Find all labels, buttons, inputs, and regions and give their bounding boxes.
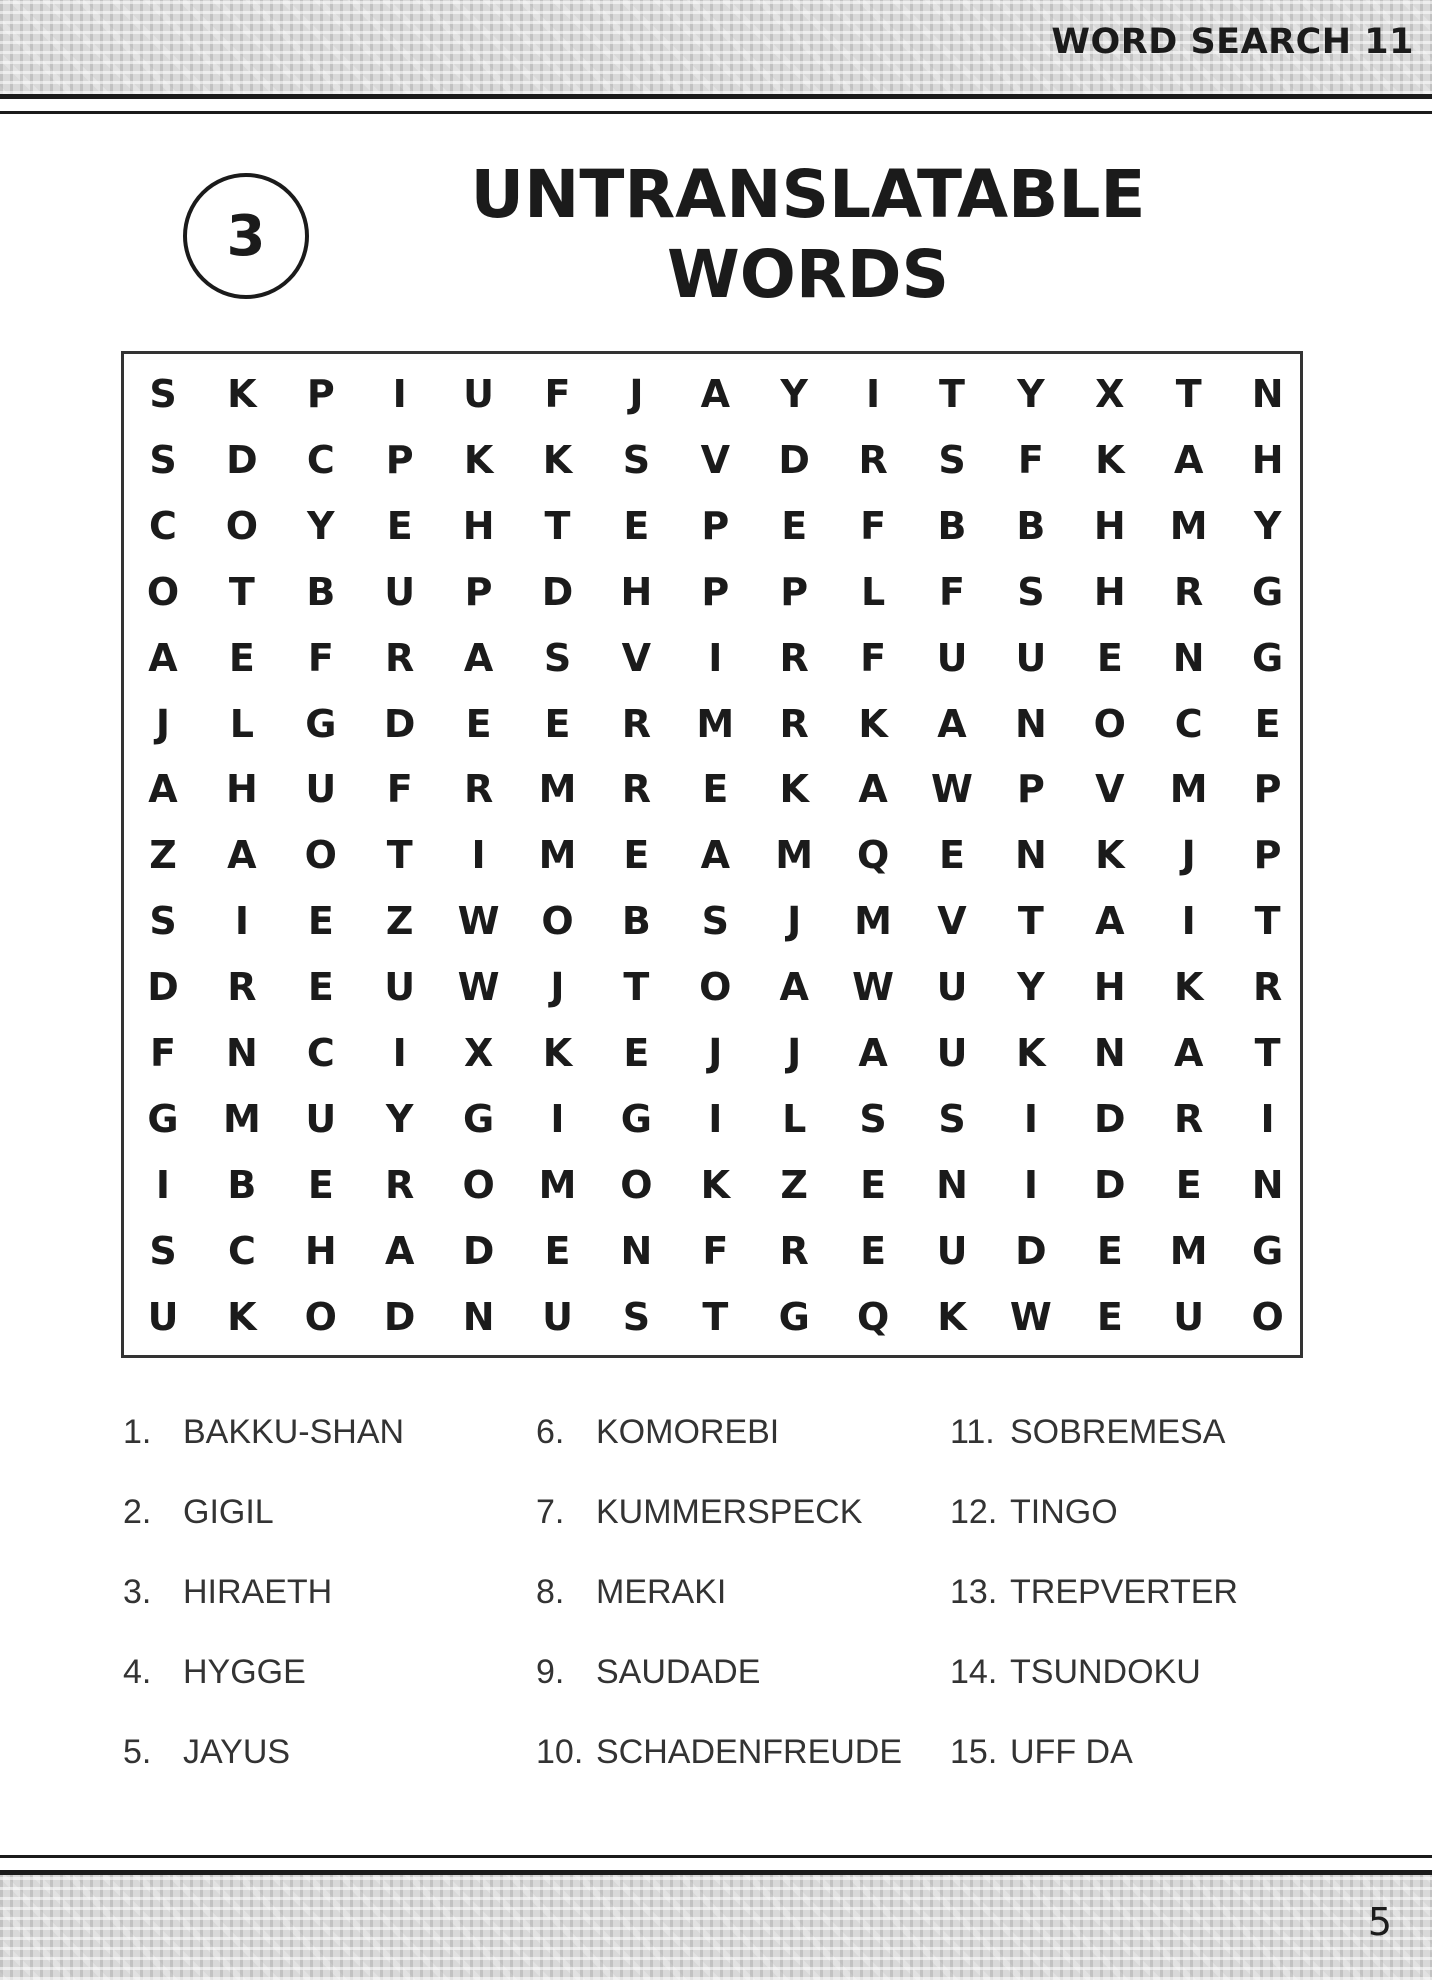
- grid-letter[interactable]: O: [462, 1162, 495, 1207]
- grid-letter[interactable]: A: [858, 767, 888, 812]
- word-list-item: [123, 1653, 306, 1692]
- grid-letter[interactable]: X: [463, 1031, 494, 1075]
- word-text: SOBREMESA: [1010, 1413, 1226, 1451]
- grid-letter[interactable]: S: [859, 1096, 887, 1141]
- grid-letter[interactable]: D: [383, 1294, 416, 1339]
- grid-letter[interactable]: H: [304, 1228, 337, 1273]
- word-text: BAKKU-SHAN: [183, 1413, 405, 1451]
- grid-letter[interactable]: W: [931, 767, 973, 812]
- page-number: 5: [1367, 1900, 1392, 1944]
- grid-letter[interactable]: E: [623, 833, 650, 878]
- grid-letter[interactable]: F: [702, 1228, 729, 1273]
- grid-letter[interactable]: E: [228, 635, 255, 680]
- word-list-item: [950, 1733, 1133, 1772]
- grid-letter[interactable]: S: [149, 1228, 177, 1273]
- grid-letter[interactable]: U: [305, 767, 337, 812]
- grid-letter[interactable]: F: [1017, 437, 1044, 482]
- grid-letter[interactable]: L: [229, 701, 254, 746]
- header-rule-thin: [0, 111, 1432, 114]
- word-list-item: [950, 1573, 1238, 1612]
- grid-letter[interactable]: M: [538, 833, 577, 878]
- grid-letter[interactable]: N: [1172, 635, 1205, 680]
- grid-letter[interactable]: B: [937, 503, 967, 548]
- grid-letter[interactable]: M: [1169, 1228, 1208, 1273]
- grid-letter[interactable]: D: [383, 701, 416, 746]
- grid-letter[interactable]: T: [623, 965, 650, 1010]
- grid-letter[interactable]: P: [701, 503, 730, 548]
- grid-letter[interactable]: R: [1252, 965, 1283, 1010]
- grid-letter[interactable]: Z: [149, 833, 177, 878]
- grid-letter[interactable]: B: [1016, 503, 1046, 548]
- grid-letter[interactable]: T: [1254, 899, 1281, 944]
- grid-letter[interactable]: K: [1095, 437, 1125, 482]
- grid-letter[interactable]: G: [305, 701, 337, 746]
- grid-letter[interactable]: F: [860, 503, 887, 548]
- grid-letter[interactable]: Q: [856, 1294, 890, 1339]
- word-text: KUMMERSPECK: [596, 1493, 863, 1531]
- word-list-item: [536, 1653, 760, 1692]
- grid-letter[interactable]: H: [620, 569, 653, 614]
- word-number: 15.: [950, 1733, 998, 1771]
- grid-letter[interactable]: E: [939, 833, 965, 878]
- grid-letter[interactable]: X: [1095, 372, 1125, 416]
- grid-letter[interactable]: U: [147, 1294, 179, 1339]
- word-text: UFF DA: [1010, 1733, 1133, 1771]
- grid-letter[interactable]: E: [781, 503, 808, 548]
- grid-letter[interactable]: P: [1016, 767, 1045, 812]
- grid-letter[interactable]: C: [1174, 701, 1203, 746]
- grid-letter[interactable]: S: [622, 1294, 651, 1339]
- grid-letter[interactable]: A: [937, 701, 967, 746]
- grid-letter[interactable]: R: [385, 1162, 415, 1207]
- grid-letter[interactable]: S: [938, 437, 966, 482]
- grid-letter[interactable]: Y: [1253, 503, 1282, 548]
- grid-letter[interactable]: A: [1173, 437, 1204, 482]
- grid-letter[interactable]: T: [228, 569, 255, 614]
- word-number: 12.: [950, 1493, 998, 1531]
- grid-letter[interactable]: A: [1173, 1031, 1204, 1075]
- grid-letter[interactable]: M: [854, 899, 892, 944]
- grid-letter[interactable]: E: [386, 503, 413, 548]
- grid-letter[interactable]: V: [700, 437, 730, 482]
- grid-letter[interactable]: F: [860, 635, 887, 680]
- grid-letter[interactable]: Z: [385, 899, 414, 944]
- grid-letter[interactable]: T: [544, 503, 571, 548]
- grid-letter[interactable]: S: [938, 1096, 966, 1141]
- puzzle-title-line: UNTRANSLATABLE: [470, 156, 1146, 233]
- letter-grid: [121, 351, 1303, 1358]
- grid-letter[interactable]: C: [149, 503, 177, 548]
- grid-letter[interactable]: J: [787, 1031, 802, 1075]
- grid-letter[interactable]: S: [149, 437, 177, 482]
- word-text: TSUNDOKU: [1010, 1653, 1201, 1691]
- grid-letter[interactable]: O: [1093, 701, 1126, 746]
- grid-letter[interactable]: K: [1016, 1031, 1046, 1075]
- grid-letter[interactable]: E: [544, 701, 571, 746]
- grid-letter[interactable]: G: [620, 1096, 652, 1141]
- grid-letter[interactable]: I: [392, 372, 407, 416]
- grid-letter[interactable]: A: [779, 965, 809, 1010]
- grid-letter[interactable]: U: [1173, 1294, 1205, 1339]
- grid-letter[interactable]: L: [860, 569, 886, 614]
- grid-letter[interactable]: I: [155, 1162, 171, 1207]
- grid-letter[interactable]: J: [155, 701, 171, 746]
- word-text: HYGGE: [183, 1653, 306, 1691]
- grid-letter[interactable]: N: [462, 1294, 495, 1339]
- word-number: 8.: [536, 1573, 565, 1611]
- grid-letter[interactable]: R: [385, 635, 415, 680]
- grid-letter[interactable]: E: [307, 965, 334, 1010]
- grid-letter[interactable]: P: [464, 569, 493, 614]
- grid-letter[interactable]: D: [778, 437, 810, 482]
- grid-letter[interactable]: R: [779, 1228, 809, 1273]
- footer-pattern-band: [0, 1875, 1432, 1980]
- grid-letter[interactable]: J: [550, 965, 565, 1010]
- grid-letter[interactable]: O: [304, 833, 337, 878]
- grid-letter[interactable]: N: [225, 1031, 258, 1075]
- grid-letter[interactable]: R: [621, 767, 652, 812]
- word-text: MERAKI: [596, 1573, 727, 1611]
- grid-letter[interactable]: F: [150, 1031, 176, 1075]
- grid-letter[interactable]: R: [1174, 1096, 1204, 1141]
- grid-letter[interactable]: A: [148, 767, 178, 812]
- grid-letter[interactable]: Z: [780, 1162, 808, 1207]
- grid-letter[interactable]: K: [542, 437, 573, 482]
- grid-letter[interactable]: A: [1095, 899, 1125, 944]
- grid-letter[interactable]: E: [1096, 1294, 1123, 1339]
- grid-letter[interactable]: Y: [385, 1096, 414, 1141]
- grid-letter[interactable]: W: [457, 899, 500, 944]
- grid-letter[interactable]: K: [779, 767, 809, 812]
- grid-letter[interactable]: N: [1251, 1162, 1284, 1207]
- grid-letter[interactable]: O: [225, 503, 259, 548]
- grid-letter[interactable]: R: [227, 965, 257, 1010]
- grid-letter[interactable]: D: [147, 965, 179, 1010]
- grid-letter[interactable]: U: [936, 1228, 968, 1273]
- grid-letter[interactable]: G: [778, 1294, 810, 1339]
- grid-letter[interactable]: D: [226, 437, 258, 482]
- header-rule-thick: [0, 94, 1432, 99]
- word-list-item: [123, 1573, 332, 1612]
- grid-letter[interactable]: U: [936, 965, 968, 1010]
- grid-letter[interactable]: U: [542, 1294, 573, 1339]
- word-text: KOMOREBI: [596, 1413, 780, 1451]
- grid-letter[interactable]: Y: [1017, 372, 1045, 416]
- word-number: 6.: [536, 1413, 565, 1451]
- grid-letter[interactable]: O: [304, 1294, 337, 1339]
- grid-letter[interactable]: K: [700, 1162, 731, 1207]
- grid-letter[interactable]: U: [463, 372, 495, 416]
- grid-letter[interactable]: M: [696, 701, 735, 746]
- grid-letter[interactable]: H: [1093, 965, 1126, 1010]
- grid-letter[interactable]: D: [462, 1228, 495, 1273]
- word-text: TREPVERTER: [1010, 1573, 1238, 1611]
- word-number: 10.: [536, 1733, 584, 1771]
- grid-letter[interactable]: W: [852, 965, 895, 1010]
- grid-letter[interactable]: U: [1015, 635, 1047, 680]
- grid-letter[interactable]: C: [306, 1031, 335, 1075]
- puzzle-title-line: WORDS: [666, 236, 950, 313]
- word-text: SCHADENFREUDE: [596, 1733, 903, 1771]
- word-list-item: [123, 1733, 290, 1772]
- grid-letter[interactable]: P: [780, 569, 809, 614]
- grid-letter[interactable]: A: [858, 1031, 888, 1075]
- word-number: 1.: [123, 1413, 152, 1451]
- grid-letter[interactable]: H: [1093, 503, 1126, 548]
- grid-letter[interactable]: Y: [1017, 965, 1045, 1010]
- grid-letter[interactable]: F: [544, 372, 571, 416]
- section-label: WORD SEARCH 11: [1051, 22, 1414, 62]
- grid-letter[interactable]: A: [384, 1228, 415, 1273]
- grid-letter[interactable]: H: [462, 503, 495, 548]
- word-number: 4.: [123, 1653, 152, 1691]
- grid-letter[interactable]: Y: [780, 372, 808, 416]
- grid-letter[interactable]: U: [305, 1096, 337, 1141]
- grid-letter[interactable]: P: [701, 569, 730, 614]
- grid-letter[interactable]: E: [465, 701, 492, 746]
- word-text: JAYUS: [183, 1733, 291, 1771]
- grid-letter[interactable]: V: [937, 899, 967, 944]
- puzzle-number-badge: 3: [183, 173, 309, 299]
- word-list-item: [123, 1413, 404, 1452]
- word-number: 3.: [123, 1573, 152, 1611]
- grid-letter[interactable]: K: [858, 701, 888, 746]
- grid-letter[interactable]: E: [1096, 1228, 1123, 1273]
- grid-letter[interactable]: V: [621, 635, 652, 680]
- grid-letter[interactable]: S: [543, 635, 572, 680]
- grid-letter[interactable]: H: [1251, 437, 1284, 482]
- grid-letter[interactable]: N: [1251, 372, 1284, 416]
- word-text: GIGIL: [183, 1493, 274, 1531]
- grid-letter[interactable]: M: [1169, 767, 1208, 812]
- grid-letter[interactable]: K: [937, 1294, 967, 1339]
- grid-letter[interactable]: M: [538, 1162, 577, 1207]
- word-list-item: [536, 1733, 902, 1772]
- footer-rule-thin: [0, 1855, 1432, 1858]
- grid-letter[interactable]: A: [148, 635, 178, 680]
- grid-letter[interactable]: K: [463, 437, 494, 482]
- grid-letter[interactable]: M: [222, 1096, 261, 1141]
- grid-letter[interactable]: I: [1181, 899, 1196, 944]
- word-number: 5.: [123, 1733, 152, 1771]
- grid-letter[interactable]: I: [1260, 1096, 1275, 1141]
- grid-letter[interactable]: T: [1175, 372, 1202, 416]
- grid-letter[interactable]: E: [623, 1031, 650, 1075]
- grid-letter[interactable]: O: [146, 569, 180, 614]
- grid-letter[interactable]: P: [306, 372, 335, 416]
- grid-letter[interactable]: C: [306, 437, 335, 482]
- grid-letter[interactable]: F: [307, 635, 334, 680]
- grid-letter[interactable]: B: [306, 569, 336, 614]
- grid-letter[interactable]: S: [622, 437, 651, 482]
- grid-letter[interactable]: E: [544, 1228, 571, 1273]
- grid-letter[interactable]: I: [471, 833, 486, 878]
- grid-letter[interactable]: G: [147, 1096, 179, 1141]
- grid-letter[interactable]: S: [1017, 569, 1045, 614]
- word-list-item: [123, 1493, 274, 1532]
- word-number: 9.: [536, 1653, 565, 1691]
- grid-letter[interactable]: R: [779, 701, 809, 746]
- grid-letter[interactable]: N: [620, 1228, 653, 1273]
- word-list-item: [950, 1493, 1118, 1532]
- grid-letter[interactable]: U: [384, 965, 416, 1010]
- grid-letter[interactable]: A: [463, 635, 494, 680]
- word-text: TINGO: [1010, 1493, 1118, 1531]
- grid-letter[interactable]: O: [699, 965, 732, 1010]
- grid-letter[interactable]: O: [620, 1162, 653, 1207]
- grid-letter[interactable]: W: [1009, 1294, 1052, 1339]
- word-number: 11.: [950, 1413, 995, 1451]
- word-number: 2.: [123, 1493, 152, 1531]
- grid-letter[interactable]: R: [779, 635, 809, 680]
- word-list-item: [950, 1653, 1201, 1692]
- grid-letter[interactable]: K: [227, 1294, 257, 1339]
- word-list-item: [536, 1573, 726, 1612]
- grid-letter[interactable]: N: [936, 1162, 968, 1207]
- grid-letter[interactable]: A: [700, 833, 730, 878]
- grid-letter[interactable]: J: [1181, 833, 1196, 878]
- grid-letter[interactable]: U: [936, 1031, 968, 1075]
- grid-letter[interactable]: G: [1251, 1228, 1284, 1273]
- grid-letter[interactable]: U: [384, 569, 416, 614]
- grid-letter[interactable]: T: [939, 372, 965, 416]
- grid-letter[interactable]: H: [1093, 569, 1126, 614]
- grid-letter[interactable]: M: [775, 833, 814, 878]
- grid-letter[interactable]: E: [307, 899, 334, 944]
- grid-letter[interactable]: M: [538, 767, 577, 812]
- grid-letter[interactable]: I: [550, 1096, 565, 1141]
- word-list-item: [536, 1493, 862, 1532]
- word-list-item: [950, 1413, 1225, 1452]
- word-text: SAUDADE: [596, 1653, 761, 1691]
- grid-letter[interactable]: P: [385, 437, 414, 482]
- grid-letter[interactable]: R: [858, 437, 888, 482]
- grid-letter[interactable]: D: [541, 569, 574, 614]
- grid-letter[interactable]: Y: [307, 503, 335, 548]
- word-number: 13.: [950, 1573, 998, 1611]
- grid-letter[interactable]: E: [623, 503, 650, 548]
- puzzle-title: [398, 155, 1218, 315]
- grid-letter[interactable]: U: [936, 635, 968, 680]
- grid-letter[interactable]: E: [860, 1162, 887, 1207]
- grid-letter[interactable]: E: [1254, 701, 1281, 746]
- grid-letter[interactable]: B: [227, 1162, 257, 1207]
- grid-letter[interactable]: D: [1094, 1162, 1126, 1207]
- grid-letter[interactable]: I: [392, 1031, 407, 1075]
- grid-letter[interactable]: R: [463, 767, 494, 812]
- grid-letter[interactable]: F: [386, 767, 413, 812]
- grid-letter[interactable]: J: [629, 372, 644, 416]
- grid-letter[interactable]: R: [621, 701, 652, 746]
- grid-letter[interactable]: S: [149, 372, 177, 416]
- word-number: 14.: [950, 1653, 998, 1691]
- grid-letter[interactable]: P: [1253, 767, 1282, 812]
- grid-letter[interactable]: T: [386, 833, 413, 878]
- grid-letter[interactable]: G: [462, 1096, 495, 1141]
- word-number: 7.: [536, 1493, 565, 1531]
- grid-letter[interactable]: N: [1014, 833, 1047, 878]
- grid-letter[interactable]: C: [227, 1228, 256, 1273]
- grid-letter[interactable]: W: [457, 965, 500, 1010]
- grid-letter[interactable]: E: [702, 767, 729, 812]
- grid-letter[interactable]: A: [227, 833, 257, 878]
- grid-letter[interactable]: K: [542, 1031, 573, 1075]
- grid-letter[interactable]: S: [701, 899, 729, 944]
- word-list-item: [536, 1413, 779, 1452]
- grid-letter[interactable]: B: [621, 899, 651, 944]
- grid-letter[interactable]: K: [1173, 965, 1204, 1010]
- grid-letter[interactable]: N: [1093, 1031, 1126, 1075]
- grid-letter[interactable]: D: [1015, 1228, 1047, 1273]
- grid-letter[interactable]: R: [1174, 569, 1204, 614]
- grid-letter[interactable]: J: [708, 1031, 723, 1075]
- grid-letter[interactable]: D: [1094, 1096, 1126, 1141]
- grid-letter[interactable]: K: [1095, 833, 1125, 878]
- word-text: HIRAETH: [183, 1573, 333, 1611]
- grid-letter[interactable]: G: [1251, 635, 1284, 680]
- grid-letter[interactable]: T: [1254, 1031, 1281, 1075]
- grid-letter[interactable]: I: [234, 899, 249, 944]
- grid-letter[interactable]: N: [1014, 701, 1047, 746]
- grid-letter[interactable]: I: [708, 635, 723, 680]
- grid-letter[interactable]: E: [860, 1228, 887, 1273]
- grid-letter[interactable]: L: [782, 1096, 807, 1141]
- grid-letter[interactable]: M: [1169, 503, 1208, 548]
- grid-letter[interactable]: E: [1096, 635, 1123, 680]
- grid-letter[interactable]: H: [225, 767, 258, 812]
- grid-letter[interactable]: P: [1253, 833, 1282, 878]
- grid-letter[interactable]: V: [1095, 767, 1125, 812]
- grid-letter[interactable]: I: [1023, 1096, 1038, 1141]
- grid-letter[interactable]: I: [1023, 1162, 1038, 1207]
- grid-letter[interactable]: F: [939, 569, 965, 614]
- grid-letter[interactable]: A: [700, 372, 730, 416]
- grid-letter[interactable]: G: [1251, 569, 1284, 614]
- grid-letter[interactable]: J: [787, 899, 802, 944]
- grid-letter[interactable]: E: [1175, 1162, 1202, 1207]
- grid-letter[interactable]: Q: [856, 833, 890, 878]
- grid-letter[interactable]: T: [702, 1294, 729, 1339]
- grid-letter[interactable]: K: [227, 372, 257, 416]
- grid-letter[interactable]: S: [149, 899, 177, 944]
- grid-letter[interactable]: I: [866, 372, 881, 416]
- grid-letter[interactable]: O: [1251, 1294, 1284, 1339]
- grid-letter[interactable]: T: [1017, 899, 1044, 944]
- grid-letter[interactable]: E: [307, 1162, 334, 1207]
- grid-letter[interactable]: I: [708, 1096, 723, 1141]
- grid-letter[interactable]: O: [541, 899, 574, 944]
